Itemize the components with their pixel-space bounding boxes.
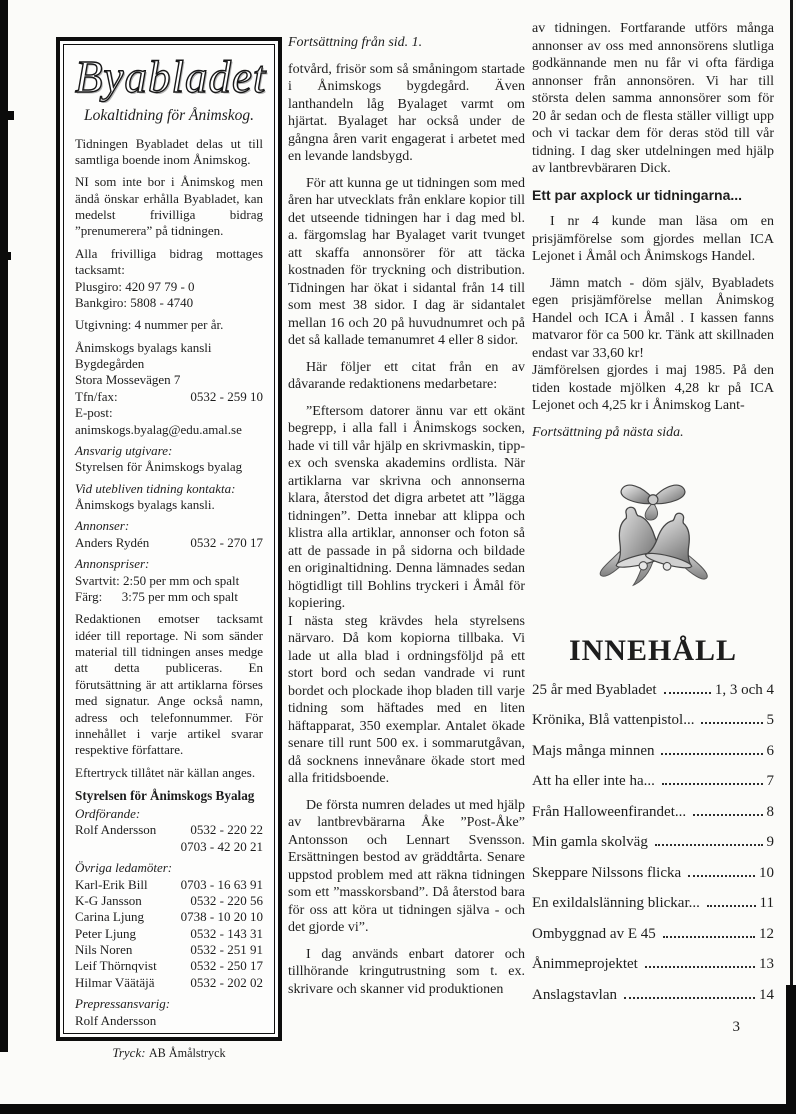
kansli-line-2: Bygdegården xyxy=(75,356,145,372)
kansli-line-3: Stora Mossevägen 7 xyxy=(75,372,181,388)
ordforande-label: Ordförande: xyxy=(75,806,141,822)
epost-address: animskogs.byalag@edu.amal.se xyxy=(75,421,242,437)
annonspriser-label: Annonspriser: xyxy=(75,556,150,572)
article-paragraph: De första numren delades ut med hjälp av lantbrevbärarna Åke ”Post-Åke” Antonsson och Lennart Svensson. Ersättningen bestod av gräddtårta. Senare uppstod problem med att räkna tidningen som ett ”masskorsband”. Då återstod bara för oss att köra ut tidningen själva - och det gjorde vi”. xyxy=(288,797,525,935)
toc-dot-leader xyxy=(655,844,763,846)
bankgiro-line: Bankgiro: 5808 - 4740 xyxy=(75,294,194,310)
article-paragraph: fotvård, frisör som så småningom startade i Ånimskogs bygdegård. Även lanthandeln låg Byalaget varmt om hjärtat. Byalaget har också under de gångna åren varit engagerat i arbetet med en levande landsbygd. xyxy=(288,61,525,164)
tfn-fax-label: Tfn/fax: xyxy=(75,388,118,404)
masthead-intro-2: NI som inte bor i Ånimskog men ändå önskar erhålla Byabladet, kan medelst frivilliga bidrag ”prenumerera” på tidningen. xyxy=(75,174,263,239)
ledamot-phone: 0532 - 250 17 xyxy=(190,958,263,974)
scan-edge-bottom xyxy=(0,1104,796,1114)
ledamot-name: K-G Jansson xyxy=(75,892,142,908)
toc-dot-leader xyxy=(663,936,755,938)
scan-mark-top xyxy=(0,111,14,120)
article-paragraph: I dag används enbart datorer och tillhörande kringutrustning som t. ex. skrivare och skanner vid produktionen xyxy=(288,946,525,997)
toc-entry-page: 9 xyxy=(766,834,774,850)
newsletter-tagline: Lokaltidning för Ånimskog. xyxy=(83,106,255,124)
pris-farg-line: Färg: 3:75 per mm och spalt xyxy=(75,588,238,604)
toc-entry xyxy=(532,956,774,973)
toc-entry xyxy=(532,926,774,943)
utgivning-line: Utgivning: 4 nummer per år. xyxy=(75,317,224,333)
annonser-contact-row xyxy=(75,535,263,551)
ledamoter-label: Övriga ledamöter: xyxy=(75,860,173,876)
article-column-middle xyxy=(288,34,525,1007)
ledamot-name: Leif Thörnqvist xyxy=(75,958,157,974)
annonser-label: Annonser: xyxy=(75,518,130,534)
ledamot-phone: 0532 - 251 91 xyxy=(190,942,263,958)
article-column-right xyxy=(532,20,774,1036)
ordforande-row xyxy=(75,822,263,838)
ledamot-name: Peter Ljung xyxy=(75,925,137,941)
toc-dot-leader xyxy=(688,875,755,877)
toc-entry-title: Krönika, Blå vattenpistol... xyxy=(532,712,695,728)
toc-entry-title: Skeppare Nilssons flicka xyxy=(532,864,682,881)
epost-label: E-post: xyxy=(75,405,113,421)
ledamot-row xyxy=(75,893,263,909)
toc-dot-leader xyxy=(664,692,711,694)
toc-entry xyxy=(532,682,774,699)
toc-entry-page: 8 xyxy=(766,803,774,820)
scan-edge-right xyxy=(790,0,793,1114)
toc-entry-title: Anslagstavlan xyxy=(532,986,617,1003)
article-paragraph: I nr 4 kunde man läsa om en prisjämförelse som gjordes mellan ICA Lejonet i Åmål och Ånimskogs Handel. xyxy=(532,214,774,264)
ledamot-name: Karl-Erik Bill xyxy=(75,876,148,892)
kansli-line-1: Ånimskogs byalags kansli xyxy=(75,339,212,355)
article-paragraph: Jämförelsen gjordes i maj 1985. På den tiden kostade mjölken 4,28 kr på ICA Lejonet och 4,25 kr i Ånimskog Lant- xyxy=(532,363,774,413)
toc-entry xyxy=(532,865,774,882)
tryck-label: Tryck: xyxy=(112,1044,146,1060)
toc-entry-page: 13 xyxy=(759,956,774,972)
toc-entry-page: 12 xyxy=(759,925,774,942)
ledamot-phone: 0532 - 220 56 xyxy=(190,892,263,908)
prepress-name: Rolf Andersson xyxy=(75,1012,157,1028)
newsletter-logo: Byabladet xyxy=(75,52,267,102)
toc-dot-leader xyxy=(693,814,762,816)
toc-dot-leader xyxy=(701,722,762,724)
ledamot-row xyxy=(75,958,263,974)
ledamot-row xyxy=(75,926,263,942)
masthead-bidrag-intro: Alla frivilliga bidrag mottages tacksamt: xyxy=(75,245,263,278)
masthead-inner-frame xyxy=(63,44,275,1060)
toc-entry xyxy=(532,773,774,790)
scan-mark-mid xyxy=(0,252,11,260)
toc-entry-title: Från Halloweenfirandet... xyxy=(532,803,687,820)
article-paragraph: För att kunna ge ut tidningen som med åren har utvecklats från enklare kopior till det utseende tidningen har i dag med bl. a. färgomslag har Byalaget varit tvunget att skaffa annonsörer för att täcka kostnaden för tryckning och distribution. Tidningen har ökat i sidantal från 14 till som mest 38 sidor. I dag är sidantalet mellan 16 och 20 på huvudnumret och på det så kallade temanumret 4 eller 8 sidor. xyxy=(288,175,525,348)
ordforande-row-2 xyxy=(75,839,263,855)
toc-entry xyxy=(532,987,774,1004)
ledamot-row xyxy=(75,975,263,991)
scan-edge-left xyxy=(0,0,8,1052)
toc-entry-title: Att ha eller inte ha... xyxy=(532,773,655,789)
toc-dot-leader xyxy=(645,966,755,968)
toc-entry-title: Ombyggnad av E 45 xyxy=(532,925,656,942)
tryck-line xyxy=(75,1045,263,1061)
utebliven-label: Vid utebliven tidning kontakta: xyxy=(75,480,236,496)
tryck-value: AB Åmålstryck xyxy=(148,1045,226,1060)
article-quote-paragraph: ”Eftersom datorer ännu var ett okänt begrepp, i alla fall i Ånimskogs socken, hade vi till vår hjälp en skrivmaskin, tipp-ex och svenska akademins ordlista. När artiklarna var skrivna och annonserna klara, återstod det digra arbetet att ”lägga tidningen”. Detta innebar att klippa och klistra alla artiklar, annonser och foton så att de passade in på sidorna och bildade en originaltidning. Denna lämnades sedan högtidligt till Bohlins tryckeri i Åmål för kopiering. xyxy=(288,403,525,611)
utebliven-value: Ånimskogs byalags kansli. xyxy=(75,497,215,513)
toc-dot-leader xyxy=(662,783,763,785)
eftertryck-note: Eftertryck tillåtet när källan anges. xyxy=(75,764,256,780)
article-paragraph: Jämn match - döm själv, Byabladets egen prisjämförelse mellan Ånimskog Handel och ICA i Åmål . I kassen fanns matvaror för ca 500 kr. Tänk att skillnaden endast var 33,60 kr! xyxy=(532,275,774,361)
annonser-contact-name: Anders Rydén xyxy=(75,534,150,550)
ledamot-row xyxy=(75,877,263,893)
article-paragraph: av tidningen. Fortfarande utförs många annonser av oss med annonsörens slutliga godkännande men nu får vi ofta färdiga annonser från annonsören. Vi har till största delen samma annonsörer som för 20 år sedan och de flesta ställer villigt upp och vi tackar dem för deras stöd till vår tidning. I dag sker utdelningen med hjälp av lantbrevbäraren Dick. xyxy=(532,21,774,176)
toc-entry-title: En exildalslänning blickar... xyxy=(532,895,700,911)
toc-entry xyxy=(532,712,774,729)
toc-entry-page: 10 xyxy=(759,864,774,881)
toc-entry-page: 1, 3 och 4 xyxy=(714,681,774,698)
toc-entry-title: Majs många minnen xyxy=(532,742,655,759)
ledamot-row xyxy=(75,909,263,925)
toc-dot-leader xyxy=(661,753,762,755)
article-quote-paragraph: I nästa steg krävdes hela styrelsens närvaro. Då kom kopiorna tillbaka. Vi lade ut alla blad i ordningsföljd på ett stort bord och sedan vandrade vi runt bordet och plockade ihop bladen till varje tidning som häftades med en liten häftapparat, 350 exemplar. Antalet ökade senare till runt 500 ex. i sommarutgåvan, då socknens innevånare ökade stort med alla fritidsboende. xyxy=(288,613,525,786)
ordforande-name: Rolf Andersson xyxy=(75,822,157,838)
toc-entry-page: 11 xyxy=(759,895,774,911)
toc-entry xyxy=(532,895,774,912)
tfn-fax-row xyxy=(75,389,263,405)
ledamot-phone: 0738 - 10 20 10 xyxy=(180,909,263,925)
masthead-intro-1: Tidningen Byabladet delas ut till samtliga boende inom Ånimskog. xyxy=(75,135,263,167)
ledamot-phone: 0703 - 16 63 91 xyxy=(180,876,263,892)
ledamot-name: Hilmar Väätäjä xyxy=(75,974,155,990)
continued-from-note: Fortsättning från sid. 1. xyxy=(288,35,423,50)
toc-entry xyxy=(532,743,774,760)
toc-entry-page: 6 xyxy=(766,742,774,759)
article-paragraph: Här följer ett citat från en av dåvarande redaktionens medarbetare: xyxy=(288,359,525,392)
toc-entry-page: 5 xyxy=(766,712,774,728)
ordforande-phone-1: 0532 - 220 22 xyxy=(190,822,263,838)
ledamot-name: Nils Noren xyxy=(75,942,133,958)
scan-edge-right-lower xyxy=(786,985,796,1114)
masthead-box xyxy=(56,37,282,1060)
redaktion-note: Redaktionen emotser tacksamt idéer till reportage. Ni som sänder material till tidningen anses medge att detta publiceras. En förutsättning är att artiklarna förses med signatur. Ange också namn, adress och telefonnummer. För innehållet i varje artikel svarar respektive författare. xyxy=(75,611,263,758)
ansvarig-utgivare-value: Styrelsen för Ånimskogs byalag xyxy=(75,459,243,475)
page-number: 3 xyxy=(732,1018,740,1035)
toc-entry-title: Min gamla skolväg xyxy=(532,834,648,850)
toc-entry-page: 7 xyxy=(766,773,774,789)
annonser-contact-phone: 0532 - 270 17 xyxy=(190,534,263,550)
ordforande-phone-2: 0703 - 42 20 21 xyxy=(180,838,263,854)
ledamot-phone: 0532 - 143 31 xyxy=(190,925,263,941)
ledamot-phone: 0532 - 202 02 xyxy=(190,974,263,990)
ledamot-row xyxy=(75,942,263,958)
toc-entry-title: 25 år med Byabladet xyxy=(532,681,657,698)
toc-entry-page: 14 xyxy=(759,986,774,1003)
toc-entry-title: Ånimmeprojektet xyxy=(532,956,638,972)
prepress-label: Prepressansvarig: xyxy=(75,996,171,1012)
plusgiro-line: Plusgiro: 420 97 79 - 0 xyxy=(75,278,195,294)
bells-illustration-svg xyxy=(594,469,712,607)
toc-dot-leader xyxy=(707,905,756,907)
continued-next-page-note: Fortsättning på nästa sida. xyxy=(532,424,684,440)
tfn-fax-number: 0532 - 259 10 xyxy=(190,388,263,404)
styrelse-heading: Styrelsen för Ånimskogs Byalag xyxy=(75,788,255,804)
ansvarig-utgivare-label: Ansvarig utgivare: xyxy=(75,442,173,458)
pris-svartvit-line: Svartvit: 2:50 per mm och spalt xyxy=(75,572,240,588)
ledamot-name: Carina Ljung xyxy=(75,909,144,925)
axplock-heading: Ett par axplock ur tidningarna... xyxy=(532,186,743,203)
toc-entry xyxy=(532,834,774,851)
toc-heading: INNEHÅLL xyxy=(568,634,738,667)
toc-entry xyxy=(532,804,774,821)
christmas-bells-image xyxy=(532,469,774,612)
toc-dot-leader xyxy=(624,997,755,999)
